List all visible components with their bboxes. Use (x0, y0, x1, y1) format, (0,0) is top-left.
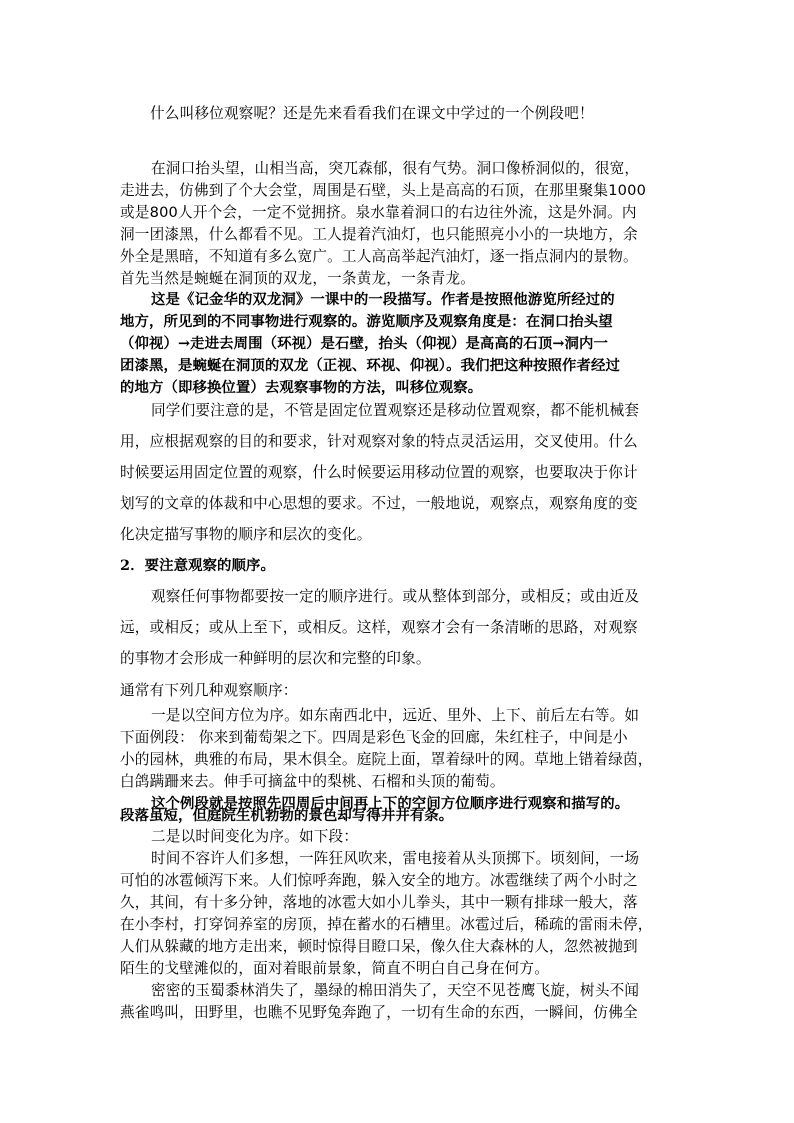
analysis-line: 这是《记金华的双龙洞》一课中的一段描写。作者是按照他游览所经过的 (151, 291, 615, 308)
body-line: 可怕的冰雹倾泻下来。人们惊呼奔跑，躲入安全的地方。冰雹继续了两个小时之 (120, 872, 638, 889)
analysis-line: 团漆黑，是蜿蜒在洞顶的双龙（正视、环视、仰视）。我们把这种按照作者经过 (120, 357, 620, 374)
body-line: 一是以空间方位为序。如东南西北中，远近、里外、上下、前后左右等。如 (151, 707, 640, 724)
analysis-line: （仰视）→走进去周围（环视）是石壁，抬头（仰视）是高高的石顶→洞内一 (120, 335, 609, 352)
example-passage-line: 首先当然是蜿蜒在洞顶的双龙，一条黄龙，一条青龙。 (120, 270, 476, 287)
body-line: 通常有下列几种观察顺序： (120, 682, 298, 699)
body-line: 二是以时间变化为序。如下段： (151, 828, 359, 845)
analysis-line: 段落虽短，但庭院生机勃勃的景色却写得井井有条。 (120, 807, 454, 824)
intro-line: 什么叫移位观察呢？还是先来看看我们在课文中学过的一个例段吧！ (150, 105, 594, 122)
body-line: 在小李村，打穿饲养室的房顶，掉在蓄水的石槽里。冰雹过后，稀疏的雷雨未停， (120, 916, 653, 933)
body-line: 时候要运用固定位置的观察，什么时候要运用移动位置的观察，也要取决于你计 (120, 464, 638, 481)
body-line: 远，或相反；或从上至下，或相反。这样，观察才会有一条清晰的思路，对观察 (120, 619, 638, 636)
body-line: 小的园林，典雅的布局，果木俱全。庭院上面，罩着绿叶的网。草地上错着绿茵， (120, 751, 653, 768)
body-line: 白鸽蹒跚来去。伸手可摘盆中的梨桃、石榴和头顶的葡萄。 (120, 773, 505, 790)
example-passage-line: 洞一团漆黑，什么都看不见。工人提着汽油灯，也只能照亮小小的一块地方，余 (120, 226, 638, 243)
example-passage-line: 走进去，仿佛到了个大会堂，周围是石壁，头上是高高的石顶，在那里聚集1000 (120, 182, 647, 199)
body-line: 下面例段： 你来到葡萄架之下。四周是彩色飞金的回廊，朱红柱子，中间是小 (120, 729, 628, 746)
body-line: 陌生的戈壁滩似的，面对着眼前景象，简直不明白自己身在何方。 (120, 960, 550, 977)
analysis-line: 的地方（即移换位置）去观察事物的方法，叫移位观察。 (120, 379, 483, 396)
example-passage-line: 或是800人开个会，一定不觉拥挤。泉水靠着洞口的右边往外流，这是外洞。内 (120, 204, 637, 221)
body-line: 的事物才会形成一种鲜明的层次和完整的印象。 (120, 650, 431, 667)
body-line: 密密的玉蜀黍林消失了，墨绿的棉田消失了，天空不见苍鹰飞旋，树头不闻 (151, 982, 640, 999)
body-line: 划写的文章的体裁和中心思想的要求。不过，一般地说，观察点，观察角度的变 (120, 495, 638, 512)
section-heading: 2．要注意观察的顺序。 (120, 557, 276, 574)
body-line: 同学们要注意的是，不管是固定位置观察还是移动位置观察，都不能机械套 (151, 402, 640, 419)
body-line: 久，其间，有十多分钟，落地的冰雹大如小儿拳头，其中一颗有排球一般大，落 (120, 894, 638, 911)
example-passage-line: 外全是黑暗，不知道有多么宽广。工人高高举起汽油灯，逐一指点洞内的景物。 (120, 248, 638, 265)
body-line: 燕雀鸣叫，田野里，也瞧不见野兔奔跑了，一切有生命的东西，一瞬间，仿佛全 (120, 1004, 638, 1021)
example-passage-line: 在洞口抬头望，山相当高，突兀森郁，很有气势。洞口像桥洞似的，很宽， (151, 160, 640, 177)
body-line: 人们从躲藏的地方走出来，顿时惊得目瞪口呆，像久住大森林的人，忽然被抛到 (120, 938, 638, 955)
body-line: 时间不容许人们多想，一阵狂风吹来，雷电接着从头顶掷下。顷刻间，一场 (151, 850, 640, 867)
body-line: 观察任何事物都要按一定的顺序进行。或从整体到部分，或相反；或由近及 (151, 588, 640, 605)
body-line: 用，应根据观察的目的和要求，针对观察对象的特点灵活运用，交叉使用。什么 (120, 433, 638, 450)
body-line: 化决定描写事物的顺序和层次的变化。 (120, 526, 372, 543)
analysis-line: 地方，所见到的不同事物进行观察的。游览顺序及观察角度是：在洞口抬头望 (120, 313, 613, 330)
analysis-line: 这个例段就是按照先四周后中间再上下的空间方位顺序进行观察和描写的。 (151, 795, 630, 812)
